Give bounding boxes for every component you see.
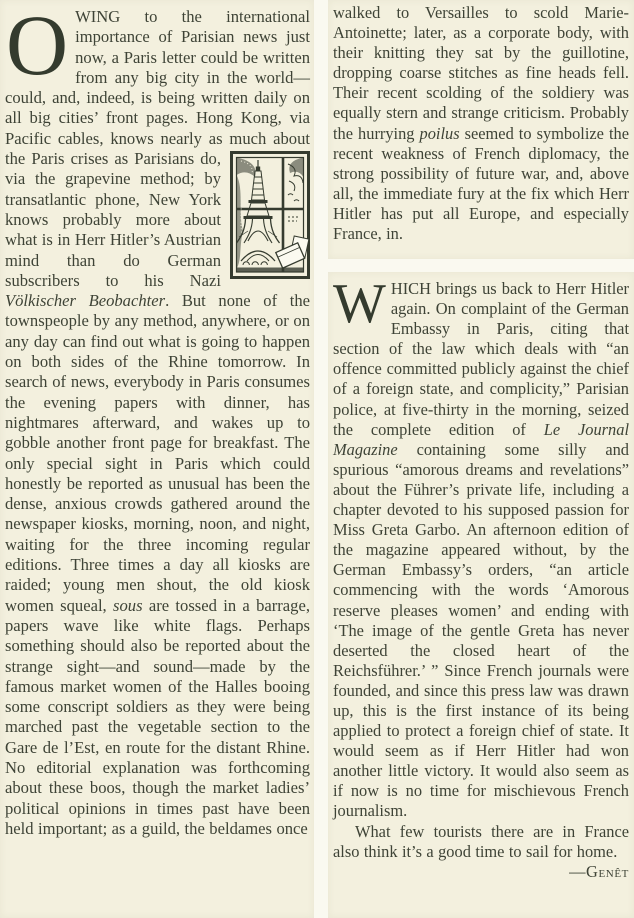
dropcap-letter-o: O bbox=[6, 0, 69, 93]
which-paragraph bbox=[333, 273, 629, 822]
continuation-paragraph: walked to Versailles to scold Marie-Antoinette; later, as a corporate body, with their knitting they sat by the guillotine, dropping coarse stitches as fine heads fell. Their recent scolding of the soldiery was equally stern and strange criticism. Probably the hurrying poilus seemed to symbolize the recent weakness of French diplomacy, the strong possibility of future war, and, above all, the immediate fury at the fix which Herr Hitler has put all Europe, and especially France, in. bbox=[333, 3, 630, 244]
right-column-block-2 bbox=[328, 272, 634, 918]
signature-genet: —Genêt bbox=[569, 861, 629, 881]
right-column-block-1 bbox=[328, 0, 634, 259]
left-paragraph bbox=[5, 0, 310, 839]
left-column bbox=[0, 0, 314, 918]
closing-paragraph bbox=[333, 821, 629, 881]
dropcap-letter-w: W bbox=[333, 273, 386, 335]
right-column bbox=[328, 0, 634, 918]
left-paragraph-rest: Parisians do, via the grapevine method; by transatlantic phone, New York knows probably more about what is in Herr Hitler’s Austrian mind than do German subscribers to his Nazi Völkischer Beobachter. But none of the townspeople by any method, anywhere, or on any day can find out what is going to happen on both sides of the Rhine tomorrow. In search of news, everybody in Paris consumes the evening papers with dinner, has nightmares afterward, and wakes up to gobble another front page for breakfast. The only special sight in Paris which could honestly be reported as unusual has been the dense, anxious crowds gathered around the newspaper kiosks, morning, noon, and night, waiting for the three incoming regular editions. Three times a day all kiosks are raided; young men shout, the old kiosk women squeal, sous are tossed in a barrage, papers wave like white flags. Perhaps something should also be reported about the strange sight—and sound—made by the famous market women of the Halles booing some conscript soldiers as they were being marched past the vegetable section to the Gare de l’Est, en route for the distant Rhine. No editorial explanation was forthcoming about these boos, though the market ladies’ political opinions in times past have been held important; as a guild, the beldames once bbox=[5, 149, 310, 838]
closing-paragraph-text: What few tourists there are in France also think it’s a good time to sail for home. bbox=[333, 821, 629, 861]
which-paragraph-text: HICH brings us back to Herr Hitler again. On complaint of the German Embassy in Paris, citing that section of the law which deals with “an offence committed publicly against the chief of a foreign state, and complicity,” Parisian police, at five-thirty in the morning, seized the complete edition of Le Journal Magazine containing some silly and spurious “amorous dreams and revelations” about the Führer’s private life, including a chapter devoted to his supposed passion for Miss Greta Garbo. An afternoon edition of the magazine appeared without, by the German Embassy’s orders, “an article commencing with the words ‘Amorous reserve pleases women’ and ending with ‘The image of the gentle Greta has never deserted the closed heart of the Reichsführer.’ ” Since French journals were founded, and since this press law was drawn up, this is the first instance of its being applied to protect a foreign chief of state. It would seem as if Herr Hitler had won another little victory. It would also seem as if now is no time for mischievous French journalism. bbox=[333, 279, 629, 821]
eiffel-tower-window-illustration bbox=[230, 151, 310, 279]
left-paragraph-lead: WING to the international importance of Parisian news just now, a Paris letter could be written from any big city in the world—could, and, indeed, is being written daily on all big cities’ front pages. Hong Kong, via Pacific cables, knows nearly as much about the Paris crises as bbox=[5, 7, 310, 169]
